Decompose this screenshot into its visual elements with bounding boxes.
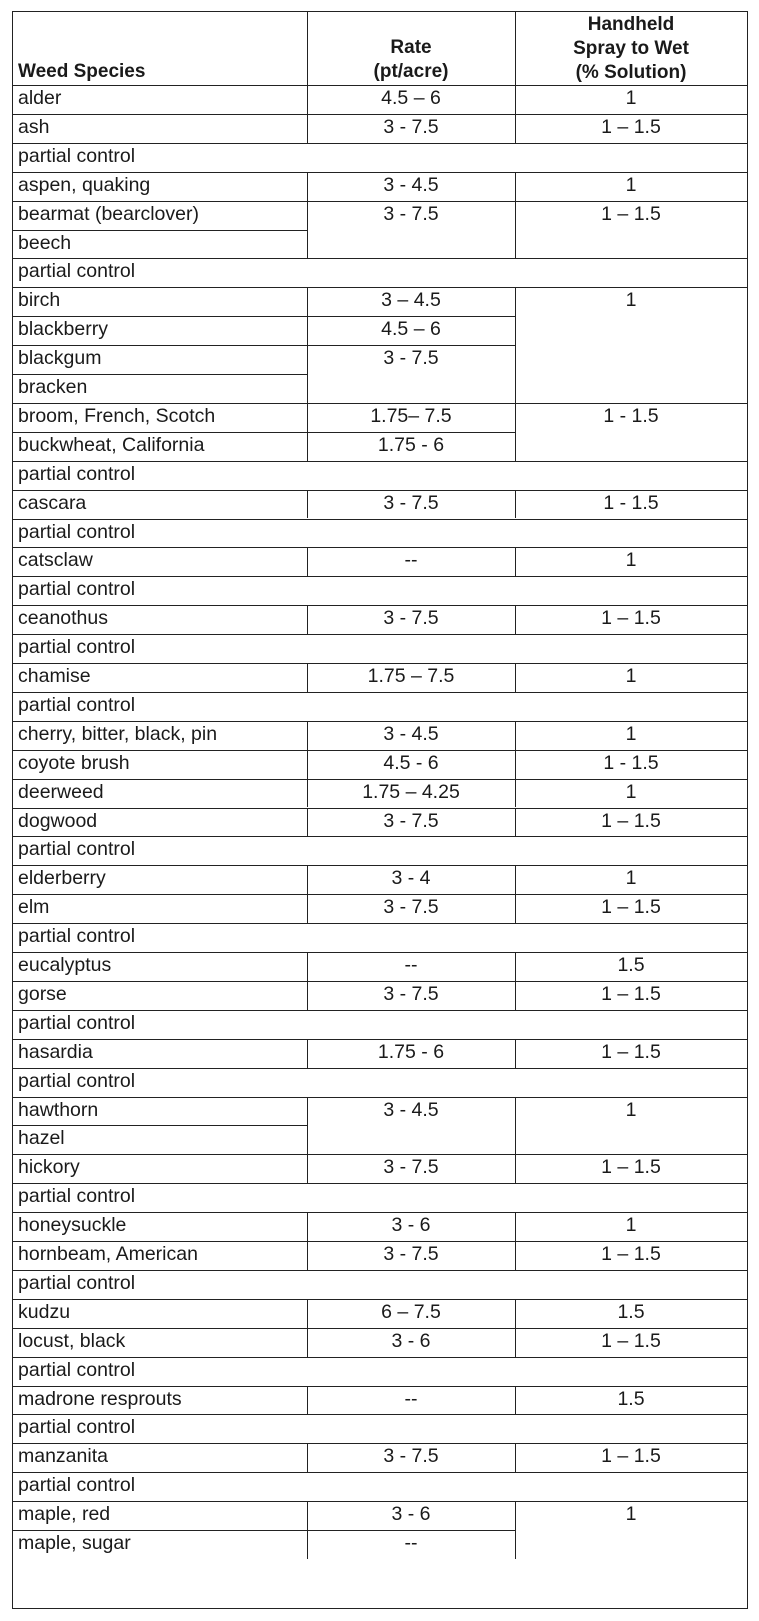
species-row-species: eucalyptus xyxy=(18,956,112,976)
column-divider xyxy=(307,1443,308,1472)
row-divider xyxy=(13,403,747,404)
rate-cell: 3 - 4.5 xyxy=(383,724,439,745)
column-divider xyxy=(307,865,308,894)
column-divider xyxy=(307,663,308,692)
row-divider xyxy=(13,836,747,837)
row-divider xyxy=(307,1530,515,1531)
column-divider xyxy=(307,1241,308,1270)
rate-cell: 4.5 – 6 xyxy=(381,89,441,109)
species-row-species: hazel xyxy=(18,1129,65,1149)
column-divider xyxy=(307,172,308,201)
row-divider xyxy=(13,114,747,115)
column-divider xyxy=(515,85,516,114)
spray-cell: 1 xyxy=(625,724,637,745)
species-row-species: coyote brush xyxy=(18,753,130,774)
column-divider xyxy=(307,12,308,85)
column-divider xyxy=(515,1299,516,1328)
column-divider xyxy=(307,85,308,114)
species-row-species: bracken xyxy=(18,378,88,398)
species-row-species: alder xyxy=(18,89,62,109)
column-divider xyxy=(515,201,516,259)
rate-cell: 3 - 7.5 xyxy=(383,984,439,1005)
row-divider xyxy=(13,316,307,317)
weed-species-table xyxy=(12,11,748,1609)
column-divider xyxy=(515,403,516,461)
column-divider xyxy=(515,1328,516,1357)
row-divider xyxy=(13,1068,747,1069)
row-divider xyxy=(13,143,747,144)
spray-cell: 1 xyxy=(625,1505,637,1525)
column-divider xyxy=(515,172,516,201)
column-divider xyxy=(515,721,516,750)
species-row-species: broom, French, Scotch xyxy=(18,406,216,427)
species-row-species: ceanothus xyxy=(18,609,108,629)
rate-cell: 3 - 7.5 xyxy=(383,117,439,138)
column-divider xyxy=(307,432,308,461)
partial-control-row-species: partial control xyxy=(18,1273,136,1294)
partial-control-row-species: partial control xyxy=(18,1360,136,1381)
spray-cell: 1 – 1.5 xyxy=(601,204,661,225)
rate-cell: 3 - 7.5 xyxy=(383,898,439,918)
rate-cell: -- xyxy=(404,1389,418,1409)
column-divider xyxy=(307,1299,308,1328)
spray-cell: 1 – 1.5 xyxy=(601,811,661,831)
row-divider xyxy=(13,1414,747,1415)
column-divider xyxy=(515,12,516,85)
row-divider xyxy=(13,287,747,288)
species-row-species: manzanita xyxy=(18,1447,108,1467)
row-divider xyxy=(13,1154,747,1155)
spray-cell: 1 - 1.5 xyxy=(603,406,659,427)
rate-cell: 3 – 4.5 xyxy=(381,291,441,311)
species-row-species: cascara xyxy=(18,493,87,514)
column-divider xyxy=(307,316,308,345)
spray-cell: 1.5 xyxy=(617,1389,645,1409)
rate-cell: 3 - 4.5 xyxy=(383,175,439,196)
spray-cell: 1 - 1.5 xyxy=(603,753,659,774)
column-divider xyxy=(307,201,308,259)
rate-cell: 1.75 – 4.25 xyxy=(362,782,460,803)
spray-cell: 1 xyxy=(625,175,637,196)
column-divider xyxy=(307,114,308,143)
species-row-species: maple, sugar xyxy=(18,1534,131,1554)
row-divider xyxy=(13,1097,747,1098)
species-row-species: aspen, quaking xyxy=(18,175,151,196)
spray-cell: 1.5 xyxy=(617,956,645,976)
species-row-species: hasardia xyxy=(18,1042,93,1063)
row-divider xyxy=(13,1125,307,1126)
rate-cell: 3 - 7.5 xyxy=(383,493,439,514)
row-divider xyxy=(13,1501,747,1502)
spray-cell: 1 xyxy=(625,869,637,889)
rate-cell: 1.75 – 7.5 xyxy=(367,667,455,687)
partial-control-row-species: partial control xyxy=(18,1418,136,1438)
column-divider xyxy=(307,1501,308,1530)
spray-cell: 1 – 1.5 xyxy=(601,1158,661,1178)
partial-control-row-species: partial control xyxy=(18,1187,136,1207)
column-divider xyxy=(307,894,308,923)
rate-cell: 3 - 7.5 xyxy=(383,1447,439,1467)
spray-cell: 1 – 1.5 xyxy=(601,1331,661,1352)
row-divider xyxy=(307,316,515,317)
column-divider xyxy=(515,1386,516,1415)
row-divider xyxy=(13,1357,747,1358)
spray-cell: 1 – 1.5 xyxy=(601,1042,661,1063)
column-divider xyxy=(307,1154,308,1183)
column-divider xyxy=(307,490,308,519)
rate-cell: 1.75– 7.5 xyxy=(370,406,452,427)
spray-cell: 1 xyxy=(625,782,637,803)
spray-cell: 1 – 1.5 xyxy=(601,1245,661,1265)
species-row-species: ash xyxy=(18,117,50,138)
partial-control-row-species: partial control xyxy=(18,840,136,860)
spray-cell: 1 xyxy=(625,667,637,687)
partial-control-row-species: partial control xyxy=(18,522,136,542)
column-divider xyxy=(515,663,516,692)
row-divider xyxy=(13,1443,747,1444)
species-row-species: blackgum xyxy=(18,349,102,369)
species-row-species: locust, black xyxy=(18,1331,126,1352)
row-divider xyxy=(13,172,747,173)
species-row-species: hickory xyxy=(18,1158,80,1178)
rate-cell: 3 - 7.5 xyxy=(383,204,439,225)
column-divider xyxy=(307,1386,308,1415)
rate-cell: 3 - 4 xyxy=(391,869,431,889)
row-divider xyxy=(13,1299,747,1300)
spray-cell: 1 – 1.5 xyxy=(601,984,661,1005)
partial-control-row-species: partial control xyxy=(18,1476,136,1496)
partial-control-row-species: partial control xyxy=(18,1071,136,1092)
column-divider xyxy=(307,1530,308,1559)
row-divider xyxy=(13,981,747,982)
column-divider xyxy=(307,1212,308,1241)
column-divider xyxy=(307,952,308,981)
column-divider xyxy=(307,547,308,576)
row-divider xyxy=(13,1010,747,1011)
partial-control-row-species: partial control xyxy=(18,580,136,600)
species-row-species: birch xyxy=(18,291,61,311)
spray-cell: 1 xyxy=(625,89,637,109)
header-handheld-spray: Handheld Spray to Wet (% Solution) xyxy=(573,14,689,83)
rate-cell: 3 - 7.5 xyxy=(383,811,439,831)
species-row-species: chamise xyxy=(18,667,91,687)
column-divider xyxy=(515,750,516,779)
species-row-species: blackberry xyxy=(18,320,108,340)
row-divider xyxy=(13,923,747,924)
species-row-species: elm xyxy=(18,898,50,918)
row-divider xyxy=(13,1386,747,1387)
species-row-species: gorse xyxy=(18,984,67,1005)
column-divider xyxy=(307,1328,308,1357)
rate-cell: -- xyxy=(404,551,418,571)
rate-cell: 3 - 4.5 xyxy=(383,1100,439,1120)
row-divider xyxy=(13,894,747,895)
column-divider xyxy=(307,1097,308,1155)
species-row-species: kudzu xyxy=(18,1302,71,1323)
partial-control-row-species: partial control xyxy=(18,146,136,167)
spray-cell: 1 xyxy=(625,1100,637,1120)
species-row-species: madrone resprouts xyxy=(18,1389,182,1409)
column-divider xyxy=(515,952,516,981)
row-divider xyxy=(13,1039,747,1040)
species-row-species: bearmat (bearclover) xyxy=(18,204,199,225)
row-divider xyxy=(13,230,307,231)
species-row-species: maple, red xyxy=(18,1505,111,1525)
column-divider xyxy=(515,865,516,894)
column-divider xyxy=(515,779,516,808)
partial-control-row-species: partial control xyxy=(18,262,136,282)
rate-cell: 3 - 6 xyxy=(391,1216,431,1236)
species-row-species: honeysuckle xyxy=(18,1216,127,1236)
row-divider xyxy=(13,490,747,491)
column-divider xyxy=(307,808,308,837)
column-divider xyxy=(515,808,516,837)
row-divider xyxy=(13,432,307,433)
column-divider xyxy=(515,547,516,576)
rate-cell: 3 - 7.5 xyxy=(383,349,439,369)
row-divider xyxy=(13,519,747,520)
row-divider xyxy=(13,201,747,202)
column-divider xyxy=(515,1039,516,1068)
spray-cell: 1.5 xyxy=(617,1302,645,1323)
rate-cell: 4.5 – 6 xyxy=(381,320,441,340)
row-divider xyxy=(13,1183,747,1184)
rate-cell: 3 - 6 xyxy=(391,1331,431,1352)
column-divider xyxy=(515,1501,516,1559)
row-divider xyxy=(13,663,747,664)
spray-cell: 1 – 1.5 xyxy=(601,1447,661,1467)
column-divider xyxy=(515,1097,516,1155)
spray-cell: 1 xyxy=(625,551,637,571)
row-divider xyxy=(13,779,747,780)
column-divider xyxy=(307,605,308,634)
column-divider xyxy=(307,750,308,779)
column-divider xyxy=(307,287,308,316)
column-divider xyxy=(307,403,308,432)
rate-cell: 1.75 - 6 xyxy=(377,1042,445,1063)
row-divider xyxy=(13,634,747,635)
row-divider xyxy=(13,1530,307,1531)
row-divider xyxy=(13,1270,747,1271)
row-divider xyxy=(13,1328,747,1329)
species-row-species: elderberry xyxy=(18,869,106,889)
row-divider xyxy=(13,258,747,259)
row-divider xyxy=(13,345,307,346)
column-divider xyxy=(307,345,308,403)
column-divider xyxy=(515,490,516,519)
partial-control-row-species: partial control xyxy=(18,1013,136,1034)
spray-cell: 1 – 1.5 xyxy=(601,609,661,629)
partial-control-row-species: partial control xyxy=(18,695,136,716)
column-divider xyxy=(307,1039,308,1068)
spray-cell: 1 - 1.5 xyxy=(603,493,659,514)
partial-control-row-species: partial control xyxy=(18,927,136,947)
row-divider xyxy=(13,576,747,577)
row-divider xyxy=(13,1241,747,1242)
row-divider xyxy=(13,374,307,375)
species-row-species: hornbeam, American xyxy=(18,1245,198,1265)
row-divider xyxy=(13,750,747,751)
species-row-species: dogwood xyxy=(18,811,98,831)
row-divider xyxy=(307,345,515,346)
column-divider xyxy=(515,605,516,634)
rate-cell: 3 - 7.5 xyxy=(383,1158,439,1178)
rate-cell: 3 - 7.5 xyxy=(383,1245,439,1265)
species-row-species: catsclaw xyxy=(18,551,93,571)
column-divider xyxy=(307,721,308,750)
column-divider xyxy=(515,981,516,1010)
header-rate: Rate (pt/acre) xyxy=(373,37,449,82)
spray-cell: 1 xyxy=(625,291,637,311)
species-row-species: beech xyxy=(18,233,72,253)
rate-cell: 1.75 - 6 xyxy=(377,435,445,456)
column-divider xyxy=(515,287,516,403)
row-divider xyxy=(307,432,515,433)
row-divider xyxy=(13,547,747,548)
species-row-species: buckwheat, California xyxy=(18,435,205,456)
rate-cell: -- xyxy=(404,956,418,976)
column-divider xyxy=(515,1241,516,1270)
column-divider xyxy=(515,894,516,923)
species-row-species: hawthorn xyxy=(18,1100,99,1120)
rate-cell: 6 – 7.5 xyxy=(381,1302,441,1323)
row-divider xyxy=(13,461,747,462)
header-weed-species: Weed Species xyxy=(18,61,146,82)
spray-cell: 1 – 1.5 xyxy=(601,898,661,918)
species-row-species: deerweed xyxy=(18,782,104,803)
rate-cell: 3 - 7.5 xyxy=(383,609,439,629)
rate-cell: 4.5 - 6 xyxy=(383,753,439,774)
species-row-species: cherry, bitter, black, pin xyxy=(18,724,218,745)
row-divider xyxy=(13,605,747,606)
partial-control-row-species: partial control xyxy=(18,638,136,658)
row-divider xyxy=(13,692,747,693)
row-divider xyxy=(13,1212,747,1213)
column-divider xyxy=(515,1154,516,1183)
row-divider xyxy=(13,1472,747,1473)
row-divider xyxy=(13,952,747,953)
row-divider xyxy=(13,865,747,866)
partial-control-row-species: partial control xyxy=(18,464,136,485)
rate-cell: 3 - 6 xyxy=(391,1505,431,1525)
column-divider xyxy=(515,1212,516,1241)
column-divider xyxy=(307,981,308,1010)
header-divider xyxy=(13,85,747,86)
spray-cell: 1 xyxy=(625,1216,637,1236)
spray-cell: 1 – 1.5 xyxy=(601,117,661,138)
rate-cell: -- xyxy=(404,1534,418,1554)
column-divider xyxy=(307,779,308,808)
row-divider xyxy=(13,808,747,809)
column-divider xyxy=(515,1443,516,1472)
column-divider xyxy=(515,114,516,143)
row-divider xyxy=(13,721,747,722)
